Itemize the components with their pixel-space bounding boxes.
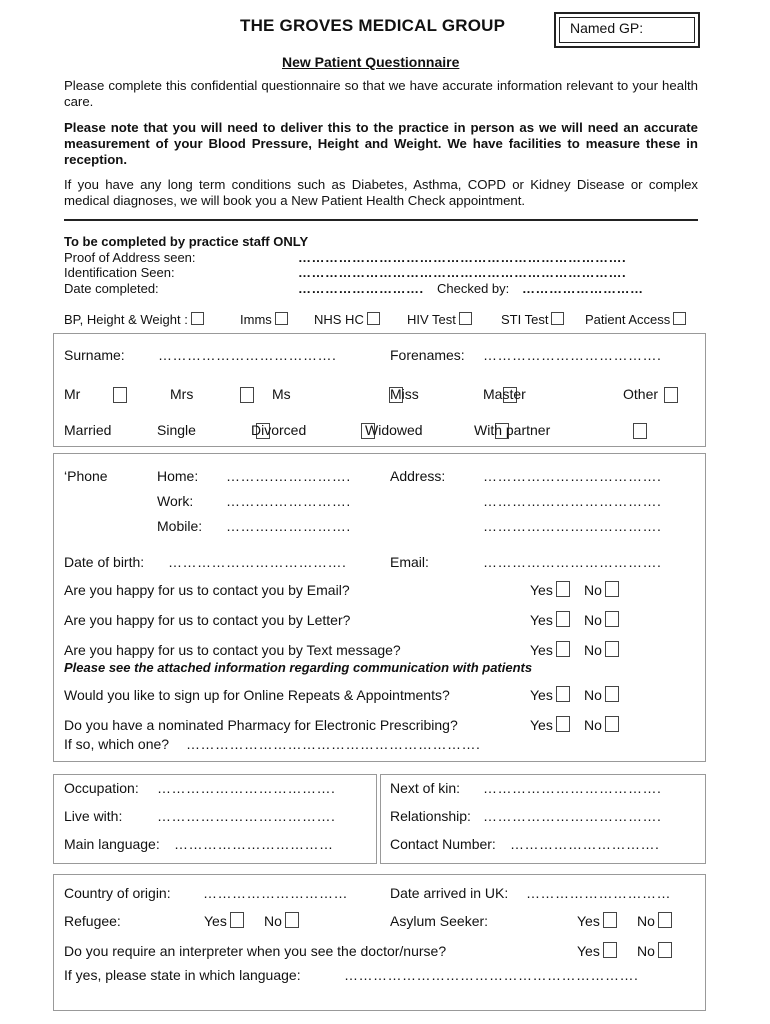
yes-label: Yes: [530, 612, 553, 628]
dob-label: Date of birth:: [64, 554, 145, 570]
interpreter-language-label: If yes, please state in which language:: [64, 967, 301, 983]
status-married-label: Married: [64, 422, 112, 438]
date-arrived-label: Date arrived in UK:: [390, 885, 509, 901]
q-text-no: [584, 642, 619, 659]
status-widowed-label: Widowed: [365, 422, 423, 438]
main-language-field[interactable]: ……………………………: [174, 836, 334, 852]
status-with-partner-label: With partner: [474, 422, 551, 438]
check-bp: [64, 312, 204, 327]
pharmacy-no-checkbox[interactable]: [605, 716, 619, 732]
proof-address-label: Proof of Address seen:: [64, 250, 196, 265]
phone-label: ‘Phone: [64, 468, 108, 484]
no-label: No: [584, 642, 602, 658]
q-pharmacy-no: [584, 717, 619, 734]
q-pharmacy: Do you have a nominated Pharmacy for Electronic Prescribing?: [64, 717, 458, 733]
work-phone-label: Work:: [157, 493, 194, 509]
nhs-hc-checkbox[interactable]: [367, 312, 380, 325]
no-label: No: [637, 943, 655, 959]
yes-label: Yes: [530, 642, 553, 658]
interpreter-no: [637, 943, 672, 960]
date-completed-field[interactable]: ……………………….: [298, 281, 424, 296]
q-email-yes: [530, 582, 570, 599]
check-hiv-label: HIV Test: [407, 312, 456, 327]
address-field-3[interactable]: ……………………………….: [483, 518, 662, 534]
check-nhs-hc: [314, 312, 380, 327]
title-mr-label: Mr: [64, 386, 81, 402]
title-master-label: Master: [483, 386, 526, 402]
status-divorced-label: Divorced: [251, 422, 307, 438]
communication-note: Please see the attached information regarding communication with patients: [64, 660, 533, 675]
next-of-kin-label: Next of kin:: [390, 780, 461, 796]
title-miss-label: Miss: [390, 386, 419, 402]
no-label: No: [584, 717, 602, 733]
check-imms-label: Imms: [240, 312, 272, 327]
online-yes-checkbox[interactable]: [556, 686, 570, 702]
mobile-phone-field[interactable]: ……….…………….: [226, 518, 351, 534]
check-patient-access-label: Patient Access: [585, 312, 671, 327]
refugee-yes: [204, 913, 244, 930]
check-nhs-hc-label: NHS HC: [314, 312, 364, 327]
named-gp-label: Named GP:: [570, 20, 644, 36]
asylum-no: [637, 913, 672, 930]
check-bp-label: BP, Height & Weight :: [64, 312, 188, 327]
check-hiv: [407, 312, 472, 327]
title-master-checkbox[interactable]: [664, 387, 678, 403]
letter-no-checkbox[interactable]: [605, 611, 619, 627]
next-of-kin-field[interactable]: ……………………………….: [483, 780, 662, 796]
q-contact-letter: Are you happy for us to contact you by Letter?: [64, 612, 351, 628]
no-label: No: [264, 913, 282, 929]
identification-field[interactable]: ……………………………………………………………….: [298, 265, 627, 280]
interpreter-question: Do you require an interpreter when you see the doctor/nurse?: [64, 943, 447, 959]
intro-paragraph-3: If you have any long term conditions such as Diabetes, Asthma, COPD or Kidney Disease or complex medical diagnoses, we will book you a New Patient Health Check appointment.: [64, 177, 698, 208]
hiv-checkbox[interactable]: [459, 312, 472, 325]
dob-field[interactable]: ……………………………….: [168, 554, 347, 570]
work-phone-field[interactable]: ……….…………….: [226, 493, 351, 509]
occupation-label: Occupation:: [64, 780, 139, 796]
letter-yes-checkbox[interactable]: [556, 611, 570, 627]
forenames-label: Forenames:: [390, 347, 465, 363]
relationship-label: Relationship:: [390, 808, 471, 824]
staff-heading: To be completed by practice staff ONLY: [64, 234, 309, 249]
check-sti: [501, 312, 564, 327]
which-pharmacy-field[interactable]: …………………………………………………….: [186, 736, 481, 752]
intro-paragraph-1: Please complete this confidential questionnaire so that we have accurate information relevant to your health care.: [64, 78, 698, 109]
checked-by-label: Checked by:: [437, 281, 510, 296]
interpreter-language-field[interactable]: …………………………………………………….: [344, 967, 639, 983]
title-mr-checkbox[interactable]: [113, 387, 127, 403]
refugee-no: [264, 913, 299, 930]
check-patient-access: [585, 312, 686, 327]
address-field-2[interactable]: ……………………………….: [483, 493, 662, 509]
title-other-label: Other: [623, 386, 659, 402]
date-arrived-field[interactable]: …………………………: [526, 885, 671, 901]
title-ms-label: Ms: [272, 386, 291, 402]
address-field-1[interactable]: ……………………………….: [483, 468, 662, 484]
home-phone-field[interactable]: ……….…………….: [226, 468, 351, 484]
asylum-yes-checkbox[interactable]: [603, 912, 617, 928]
q-online-no: [584, 687, 619, 704]
date-completed-label: Date completed:: [64, 281, 159, 296]
refugee-no-checkbox[interactable]: [285, 912, 299, 928]
q-letter-yes: [530, 612, 570, 629]
form-subtitle: New Patient Questionnaire: [282, 54, 460, 70]
refugee-yes-checkbox[interactable]: [230, 912, 244, 928]
asylum-yes: [577, 913, 617, 930]
pharmacy-yes-checkbox[interactable]: [556, 716, 570, 732]
contact-number-field[interactable]: ………………………….: [510, 836, 660, 852]
address-label: Address:: [390, 468, 446, 484]
asylum-no-checkbox[interactable]: [658, 912, 672, 928]
asylum-label: Asylum Seeker:: [390, 913, 489, 929]
occupation-field[interactable]: ……………………………….: [157, 780, 336, 796]
mobile-phone-label: Mobile:: [157, 518, 203, 534]
yes-label: Yes: [530, 582, 553, 598]
divider: [64, 219, 698, 221]
surname-label: Surname:: [64, 347, 125, 363]
yes-label: Yes: [530, 687, 553, 703]
q-contact-text: Are you happy for us to contact you by Text message?: [64, 642, 401, 658]
bp-checkbox[interactable]: [191, 312, 204, 325]
refugee-label: Refugee:: [64, 913, 121, 929]
q-contact-email: Are you happy for us to contact you by Email?: [64, 582, 350, 598]
check-imms: [240, 312, 288, 327]
identification-label: Identification Seen:: [64, 265, 175, 280]
status-single-label: Single: [157, 422, 196, 438]
country-origin-field[interactable]: …………………………: [203, 885, 348, 901]
interpreter-yes-checkbox[interactable]: [603, 942, 617, 958]
yes-label: Yes: [530, 717, 553, 733]
which-pharmacy-label: If so, which one?: [64, 736, 170, 752]
patient-access-checkbox[interactable]: [673, 312, 686, 325]
status-widowed-checkbox[interactable]: [633, 423, 647, 439]
checked-by-field[interactable]: ………………………: [522, 281, 644, 296]
q-letter-no: [584, 612, 619, 629]
q-pharmacy-yes: [530, 717, 570, 734]
check-sti-label: STI Test: [501, 312, 549, 327]
yes-label: Yes: [577, 943, 600, 959]
email-label: Email:: [390, 554, 429, 570]
q-online-repeats: Would you like to sign up for Online Repeats & Appointments?: [64, 687, 450, 703]
no-label: No: [584, 687, 602, 703]
main-language-label: Main language:: [64, 836, 160, 852]
imms-checkbox[interactable]: [275, 312, 288, 325]
title-mrs-checkbox[interactable]: [240, 387, 254, 403]
email-field[interactable]: ……………………………….: [483, 554, 662, 570]
email-yes-checkbox[interactable]: [556, 581, 570, 597]
text-yes-checkbox[interactable]: [556, 641, 570, 657]
forenames-field[interactable]: ……………………………….: [483, 347, 662, 363]
no-label: No: [584, 612, 602, 628]
q-email-no: [584, 582, 619, 599]
title-mrs-label: Mrs: [170, 386, 194, 402]
contact-number-label: Contact Number:: [390, 836, 496, 852]
q-online-yes: [530, 687, 570, 704]
proof-address-field[interactable]: ……………………………………………………………….: [298, 250, 627, 265]
email-no-checkbox[interactable]: [605, 581, 619, 597]
q-text-yes: [530, 642, 570, 659]
page-title: THE GROVES MEDICAL GROUP: [240, 16, 506, 35]
surname-field[interactable]: ……………………………….: [158, 347, 337, 363]
yes-label: Yes: [204, 913, 227, 929]
text-no-checkbox[interactable]: [605, 641, 619, 657]
interpreter-yes: [577, 943, 617, 960]
yes-label: Yes: [577, 913, 600, 929]
no-label: No: [637, 913, 655, 929]
relationship-field[interactable]: ……………………………….: [483, 808, 662, 824]
online-no-checkbox[interactable]: [605, 686, 619, 702]
home-phone-label: Home:: [157, 468, 199, 484]
country-origin-label: Country of origin:: [64, 885, 171, 901]
sti-checkbox[interactable]: [551, 312, 564, 325]
no-label: No: [584, 582, 602, 598]
interpreter-no-checkbox[interactable]: [658, 942, 672, 958]
named-gp-box[interactable]: [554, 12, 700, 48]
live-with-field[interactable]: ……………………………….: [157, 808, 336, 824]
live-with-label: Live with:: [64, 808, 123, 824]
intro-paragraph-2: Please note that you will need to deliver this to the practice in person as we will need an accurate measurement of your Blood Pressure, Height and Weight. We have facilities to measure these in reception.: [64, 120, 698, 167]
